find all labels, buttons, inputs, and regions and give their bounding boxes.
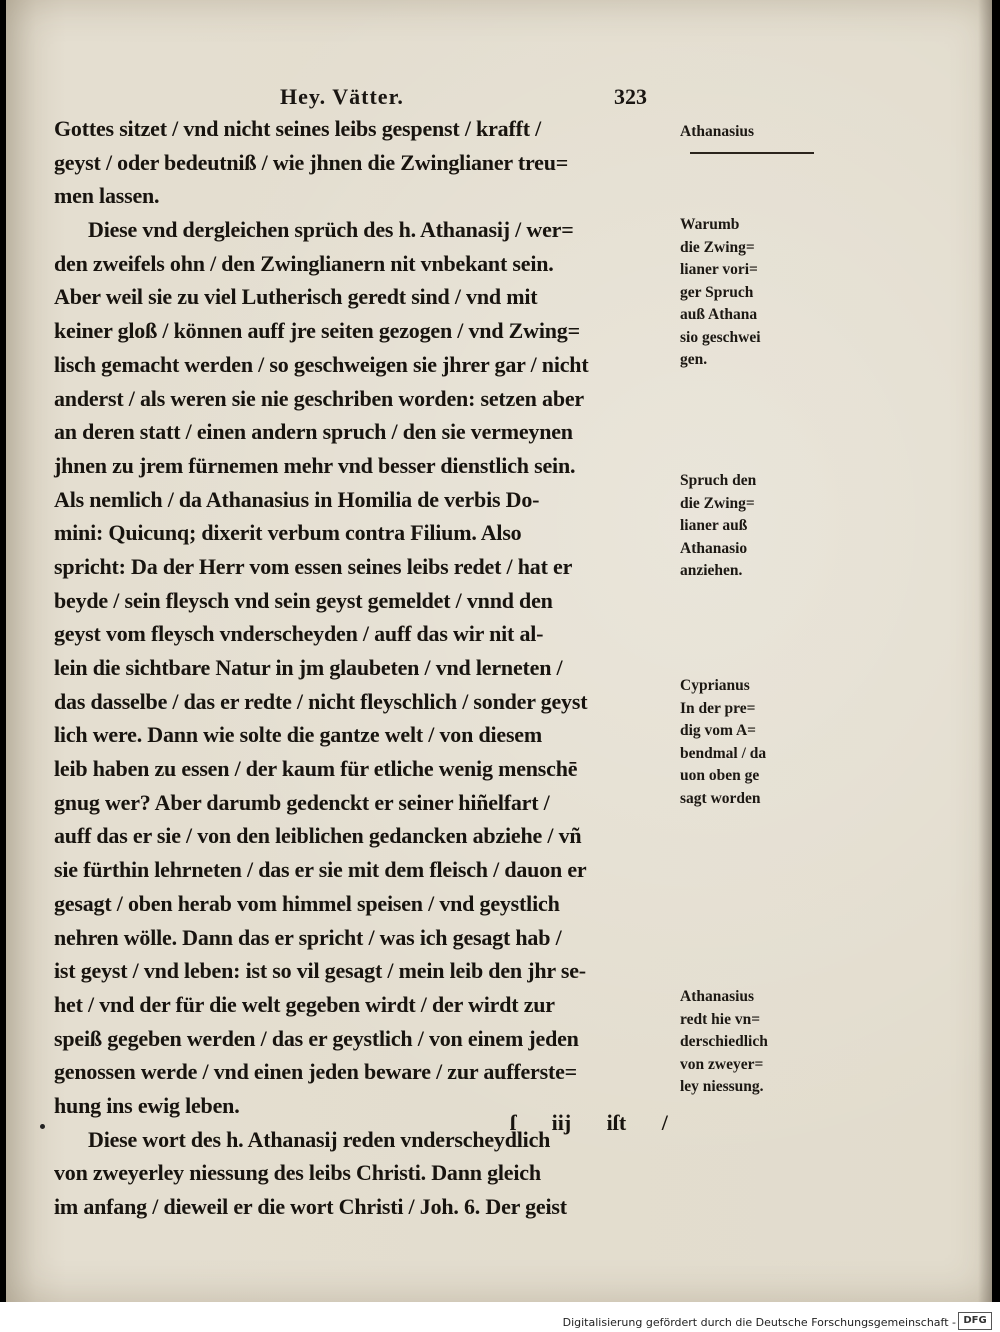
text-line: Diese vnd dergleichen sprüch des h. Athanasij / wer=: [88, 217, 574, 243]
text-line: ist geyst / vnd leben: ist so vil gesagt / mein leib den jhr se-: [54, 958, 586, 984]
margin-note-line: lianer vori=: [680, 261, 758, 278]
margin-note-line: bendmal / da: [680, 744, 767, 762]
text-line: anderst / als weren sie nie geschriben worden: setzen aber: [54, 385, 584, 411]
margin-note-line: In der pre=: [680, 699, 756, 717]
margin-note-line: Warumb: [680, 216, 740, 233]
text-line: sie fürthin lehrneten / das er sie mit dem fleisch / dauon er: [54, 857, 587, 883]
margin-note-line: Athanasius: [680, 123, 755, 140]
margin-note-line: anziehen.: [680, 562, 743, 579]
margin-rule: [690, 152, 814, 154]
text-line: lisch gemacht werden / so geschweigen sie jhrer gar / nicht: [54, 351, 589, 377]
margin-note-line: ger Spruch: [680, 283, 754, 301]
text-line: das dasselbe / das er redte / nicht fleyschlich / sonder geyst: [54, 688, 588, 714]
margin-note-line: Athanasius: [680, 988, 755, 1005]
text-line: nehren wölle. Dann das er spricht / was ich gesagt hab /: [54, 924, 562, 950]
margin-note-line: uon oben ge: [680, 767, 760, 784]
margin-note-line: Cyprianus: [680, 677, 750, 694]
text-line: hung ins ewig leben.: [54, 1092, 240, 1118]
text-line: Gottes sitzet / vnd nicht seines leibs gespenst / krafft /: [54, 116, 542, 141]
margin-note-line: sagt worden: [680, 789, 761, 807]
footer-credit: Digitalisierung gefördert durch die Deutsche Forschungsgemeinschaft -: [562, 1316, 956, 1329]
margin-note-line: dig vom A=: [680, 722, 757, 739]
margin-note-line: derschiedlich: [680, 1033, 768, 1050]
text-line: gnug wer? Aber darumb gedenckt er seiner hiñelfart /: [54, 789, 550, 815]
text-line: keiner gloß / können auff jre seiten gezogen / vnd Zwing=: [54, 318, 580, 344]
margin-note-line: ley niessung.: [680, 1078, 764, 1095]
running-head: Hey. Vätter.: [280, 84, 404, 109]
text-line: auff das er sie / von den leiblichen gedancken abziehe / vñ: [54, 823, 582, 849]
margin-note-line: auß Athana: [680, 306, 758, 323]
text-line: men lassen.: [54, 183, 160, 209]
text-line: Als nemlich / da Athanasius in Homilia de verbis Do-: [54, 486, 540, 512]
text-line: jhnen zu jrem fürnemen mehr vnd besser dienstlich sein.: [54, 452, 576, 478]
page-number: 323: [614, 84, 647, 109]
margin-note-line: lianer auß: [680, 517, 748, 534]
page-edge-shadow: [978, 0, 992, 1302]
text-line: leib haben zu essen / der kaum für etliche wenig menschē: [54, 756, 578, 782]
margin-note-spruch: [680, 470, 796, 583]
margin-note-line: redt hie vn=: [680, 1010, 761, 1028]
margin-note-line: sio geschwei: [680, 328, 761, 346]
margin-note-athanasius: [680, 121, 796, 144]
text-line: den zweifels ohn / den Zwinglianern nit vnbekant sein.: [54, 250, 554, 276]
text-line: mini: Quicunq; dixerit verbum contra Filium. Also: [54, 520, 522, 546]
text-line: het / vnd der für die welt gegeben wirdt / der wirdt zur: [54, 991, 555, 1017]
main-text-block: [54, 112, 684, 1224]
text-line: genossen werde / vnd einen jeden beware / zur aufferste=: [54, 1059, 577, 1085]
text-line: beyde / sein fleysch vnd sein geyst gemeldet / vnnd den: [54, 587, 553, 613]
dfg-logo: DFG: [958, 1312, 992, 1330]
text-line: Aber weil sie zu viel Lutherisch geredt sind / vnd mit: [54, 284, 538, 310]
margin-note-warumb: [680, 214, 796, 372]
margin-note-line: Athanasio: [680, 539, 748, 557]
margin-note-athanasius-2: [680, 986, 796, 1099]
text-line: an deren statt / einen andern spruch / den sie vermeynen: [54, 419, 573, 445]
text-line: geyst vom fleysch vnderscheyden / auff das wir nit al-: [54, 621, 544, 647]
text-line: von zweyerley niessung des leibs Christi. Dann gleich: [54, 1160, 541, 1186]
text-line: speiß gegeben werden / das er geystlich / von einem jeden: [54, 1025, 579, 1051]
margin-note-line: die Zwing=: [680, 238, 755, 256]
text-line: im anfang / dieweil er die wort Christi / Joh. 6. Der geist: [54, 1194, 567, 1219]
margin-note-line: Spruch den: [680, 472, 757, 489]
text-line: geyst / oder bedeutniß / wie jhnen die Zwinglianer treu=: [54, 149, 569, 175]
margin-note-line: die Zwing=: [680, 494, 755, 512]
text-line: Diese wort des h. Athanasij reden vnderscheydlich: [88, 1126, 551, 1152]
margin-note-line: gen.: [680, 351, 708, 368]
text-line: spricht: Da der Herr vom essen seines leibs redet / hat er: [54, 553, 573, 579]
page-mark-dot: [40, 1124, 45, 1129]
catchwords: ſ iij iſt /: [510, 1110, 668, 1135]
margin-note-cyprianus: [680, 675, 796, 810]
margin-note-line: von zweyer=: [680, 1055, 764, 1073]
text-line: gesagt / oben herab vom himmel speisen / vnd geystlich: [54, 890, 560, 916]
text-line: lein die sichtbare Natur in jm glaubeten / vnd lerneten /: [54, 655, 563, 680]
text-line: lich were. Dann wie solte die gantze welt / von diesem: [54, 722, 543, 748]
